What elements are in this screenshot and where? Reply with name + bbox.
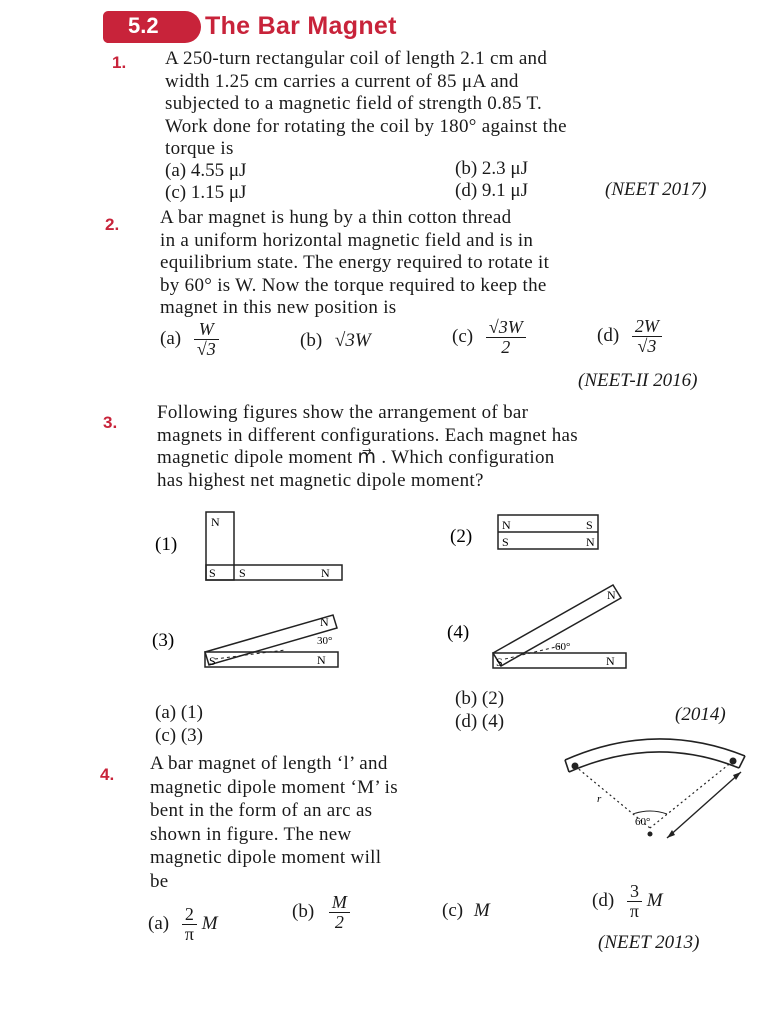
q3-figures xyxy=(140,500,640,685)
fig4-angle: 60° xyxy=(555,641,571,653)
question-3-line: has highest net magnetic dipole moment? xyxy=(157,469,484,491)
q1-option-c: (c) 1.15 μJ xyxy=(165,182,247,203)
q1-option-b: (b) 2.3 μJ xyxy=(455,158,528,179)
angle-arc xyxy=(633,811,667,814)
q2-option-d-denominator: √3 xyxy=(637,335,657,356)
question-4-line: magnetic dipole moment ‘M’ is xyxy=(150,776,398,798)
q4-option-b-label: (b) xyxy=(292,900,315,922)
fig2-top-s: S xyxy=(586,518,593,532)
question-number-1: 1. xyxy=(112,53,127,72)
q4-option-a-numerator: 2 xyxy=(182,905,197,925)
question-2-line: magnet in this new position is xyxy=(160,297,397,318)
fig4-label: (4) xyxy=(447,622,470,643)
question-2-line: A bar magnet is hung by a thin cotton thread xyxy=(160,207,512,228)
q4-option-a-symbol: M xyxy=(201,912,218,934)
question-3-text xyxy=(157,402,747,492)
q4-option-b-denominator: 2 xyxy=(334,911,344,932)
question-4-line: shown in figure. The new xyxy=(150,823,352,845)
question-4-text xyxy=(150,752,518,893)
q2-option-c-fraction xyxy=(486,318,526,357)
q4-option-a-label: (a) xyxy=(148,912,170,934)
question-number-2: 2. xyxy=(105,215,120,234)
fig3-pole-n-top: N xyxy=(320,615,329,629)
arc-outer xyxy=(565,739,745,760)
q4-option-b-numerator: M xyxy=(329,893,350,913)
q4-option-a xyxy=(148,905,218,944)
q3-option-b: (b) (2) xyxy=(455,688,505,709)
fig3-angle: 30° xyxy=(317,635,333,647)
q4-option-a-fraction xyxy=(182,905,197,944)
q4-option-c xyxy=(442,900,490,922)
q1-option-a: (a) 4.55 μJ xyxy=(165,160,247,181)
question-1-line: width 1.25 cm carries a current of 85 μA and xyxy=(165,70,519,92)
q2-option-c-denominator: 2 xyxy=(501,336,511,357)
question-1-line: subjected to a magnetic field of strength 0.85 T. xyxy=(165,93,543,114)
q1-reference: (NEET 2017) xyxy=(605,179,707,200)
fig2-top-n: N xyxy=(502,518,511,532)
q2-option-a-label: (a) xyxy=(160,327,182,349)
q2-option-c-label: (c) xyxy=(452,325,474,347)
radius-right xyxy=(650,761,733,828)
section-number: 5.2 xyxy=(128,13,159,38)
section-title: The Bar Magnet xyxy=(205,12,397,40)
question-3-line: Following figures show the arrangement of bar xyxy=(157,402,529,423)
arc-angle: 60° xyxy=(635,816,651,828)
fig2-bottom-n: N xyxy=(586,535,595,549)
q2-option-c xyxy=(452,318,526,357)
q4-option-b-fraction xyxy=(329,893,350,932)
q2-option-c-numerator: √3W xyxy=(486,318,526,338)
fig4-pole-s: S xyxy=(496,655,503,669)
fig4-pole-n-top: N xyxy=(607,588,616,602)
q2-option-b-value: √3W xyxy=(334,330,371,351)
q4-option-d-numerator: 3 xyxy=(627,882,642,902)
q4-option-b xyxy=(292,893,350,932)
q2-reference: (NEET-II 2016) xyxy=(578,370,698,391)
q1-option-d: (d) 9.1 μJ xyxy=(455,180,528,201)
question-1-line: Work done for rotating the coil by 180° against the xyxy=(165,115,567,137)
arc-radius-label: r xyxy=(597,793,602,805)
q2-option-d-fraction xyxy=(632,317,662,356)
fig3-label: (3) xyxy=(152,630,175,651)
fig4-pole-n-bottom: N xyxy=(606,654,615,668)
q2-option-d-label: (d) xyxy=(597,324,620,346)
q2-option-d xyxy=(597,317,662,356)
fig4-tilted-magnet xyxy=(493,585,621,666)
arc-end-right xyxy=(739,756,745,768)
q2-option-a xyxy=(160,320,219,359)
question-2-text xyxy=(160,207,750,320)
fig2-label: (2) xyxy=(450,526,473,547)
fig3-pole-n-bottom: N xyxy=(317,653,326,667)
question-1-line: A 250-turn rectangular coil of length 2.1 cm and xyxy=(165,48,548,69)
q3-option-c: (c) (3) xyxy=(155,725,203,746)
fig1-pole-s-mid: S xyxy=(239,566,246,580)
question-number-3: 3. xyxy=(103,413,118,432)
question-1-line: torque is xyxy=(165,138,234,159)
q4-option-d-symbol: M xyxy=(646,889,663,911)
question-2-line: equilibrium state. The energy required to rotate it xyxy=(160,252,550,273)
q4-option-d xyxy=(592,882,663,921)
fig1-label: (1) xyxy=(155,534,178,555)
q3-option-a: (a) (1) xyxy=(155,702,203,723)
q4-reference: (NEET 2013) xyxy=(598,932,700,953)
fig3-pole-s: S xyxy=(209,654,216,668)
q2-option-d-numerator: 2W xyxy=(632,317,662,337)
question-1-text xyxy=(165,48,750,161)
q4-option-d-denominator: π xyxy=(629,900,639,921)
arc-inner xyxy=(569,752,739,772)
fig1-pole-n-top: N xyxy=(211,515,220,529)
question-4-line: bent in the form of an arc as xyxy=(150,800,373,821)
q4-option-c-label: (c) xyxy=(442,900,464,921)
question-4-line: A bar magnet of length ‘l’ and xyxy=(150,753,388,774)
q2-option-b xyxy=(300,330,371,352)
question-2-line: by 60° is W. Now the torque required to keep the xyxy=(160,274,547,296)
arc-end-left xyxy=(565,760,569,772)
q2-option-a-fraction xyxy=(194,320,219,359)
q4-option-d-fraction xyxy=(627,882,642,921)
q4-option-a-denominator: π xyxy=(184,923,194,944)
question-4-line: be xyxy=(150,870,169,892)
q3-option-d: (d) (4) xyxy=(455,711,505,732)
q4-option-d-label: (d) xyxy=(592,889,615,911)
fig1-pole-s-left: S xyxy=(209,566,216,580)
q2-option-a-numerator: W xyxy=(194,320,219,340)
q3-reference: (2014) xyxy=(675,704,726,725)
q2-option-a-denominator: √3 xyxy=(196,338,216,359)
question-4-line: magnetic dipole moment will xyxy=(150,847,382,868)
fig1-pole-n-right: N xyxy=(321,566,330,580)
question-number-4: 4. xyxy=(100,765,115,784)
question-3-line: magnetic dipole moment m⃗ . Which configuration xyxy=(157,447,555,468)
q4-arc-figure xyxy=(555,728,755,848)
q2-option-b-label: (b) xyxy=(300,330,323,351)
question-2-line: in a uniform horizontal magnetic field and is in xyxy=(160,229,534,251)
question-3-line: magnets in different configurations. Each magnet has xyxy=(157,424,578,446)
q4-option-c-value: M xyxy=(473,900,490,921)
fig2-bottom-s: S xyxy=(502,535,509,549)
arc-center xyxy=(648,832,653,837)
